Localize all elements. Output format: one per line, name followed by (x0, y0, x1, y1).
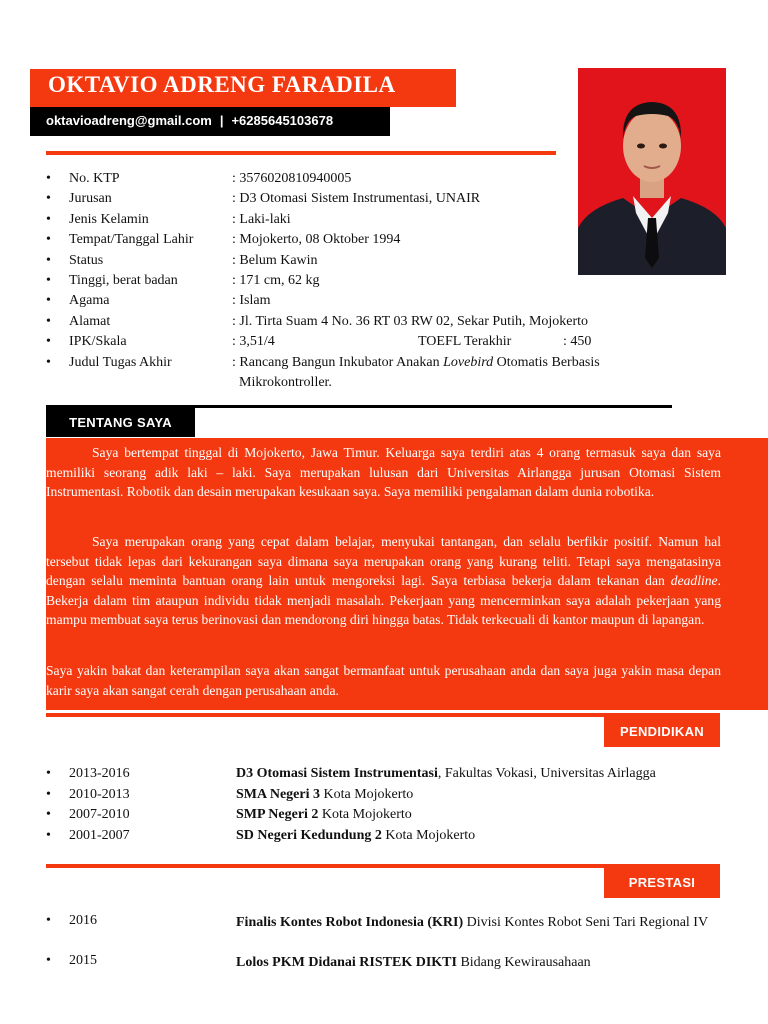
achievement-year: 2015 (69, 953, 97, 968)
about-heading: TENTANG SAYA (46, 407, 195, 437)
thesis-title-italic: Lovebird (443, 354, 494, 370)
school-name: SMA Negeri 3 (236, 786, 320, 802)
info-value: : D3 Otomasi Sistem Instrumentasi, UNAIR (232, 191, 481, 207)
info-label: No. KTP (69, 171, 120, 186)
bullet: • (46, 913, 51, 928)
bullet: • (46, 272, 51, 288)
education-years: 2013-2016 (69, 766, 130, 781)
info-label: Jenis Kelamin (69, 211, 149, 227)
school-name: SMP Negeri 2 (236, 807, 319, 822)
bullet: • (46, 354, 51, 370)
achievement-title: Finalis Kontes Robot Indonesia (KRI) (236, 915, 464, 930)
info-value: : Islam (232, 293, 271, 309)
info-value: : 3,51/4 (232, 334, 275, 350)
education-years: 2001-2007 (69, 827, 130, 843)
school-name: SD Negeri Kedundung 2 (236, 827, 382, 843)
bullet: • (46, 827, 51, 843)
info-label: Judul Tugas Akhir (69, 354, 172, 370)
portrait-illustration (578, 68, 726, 275)
education-desc (236, 787, 413, 803)
info-value: : Laki-laki (232, 211, 291, 227)
bullet: • (46, 211, 51, 227)
info-label: Agama (69, 293, 110, 309)
contact-separator: | (219, 113, 224, 128)
bullet: • (46, 807, 51, 822)
thesis-title-continued: Mikrokontroller. (239, 374, 332, 390)
info-value: : 171 cm, 62 kg (232, 272, 320, 288)
full-name: OKTAVIO ADRENG FARADILA (48, 72, 396, 97)
info-label: Jurusan (69, 191, 112, 207)
bullet: • (46, 313, 51, 329)
about-text-italic: deadline (670, 573, 718, 589)
school-detail: Kota Mojokerto (381, 827, 476, 843)
info-value: : Jl. Tirta Suam 4 No. 36 RT 03 RW 02, Sekar Putih, Mojokerto (232, 313, 589, 329)
achievement-year: 2016 (69, 913, 97, 928)
about-paragraph-3: Saya yakin bakat dan keterampilan saya akan sangat bermanfaat untuk perusahaan anda dan saya juga yakin masa depan karir saya akan sangat cerah dengan perusahaan anda. (46, 663, 721, 698)
education-years: 2007-2010 (69, 807, 130, 822)
info-label: Status (69, 252, 104, 268)
thesis-title (232, 355, 600, 371)
school-name: D3 Otomasi Sistem Instrumentasi (236, 766, 438, 781)
thesis-title-part: Otomatis Berbasis (493, 354, 600, 370)
info-label: Tempat/Tanggal Lahir (69, 232, 194, 248)
contact-line (46, 113, 333, 128)
about-paragraph-1: Saya bertempat tinggal di Mojokerto, Jawa Timur. Keluarga saya terdiri atas 4 orang termasuk saya dan saya memiliki seorang adik laki – laki. Saya merupakan lulusan dari Universitas Airlangga jurusan Otomasi Sistem Instrumentasi. Robotik dan desain merupakan kesukaan saya. Saya memiliki pengalaman dalam dunia robotika. (46, 445, 721, 500)
bullet: • (46, 786, 51, 802)
bullet: • (46, 293, 51, 309)
achievements-heading: PRESTASI (604, 866, 720, 898)
achievement-desc (236, 913, 726, 933)
info-value: : Belum Kawin (232, 252, 318, 268)
about-text-part: . Bekerja dalam tim ataupun individu tidak menjadi masalah. Pekerjaan yang mencerminkan saya adalah pekerjaan yang mampu membuat saya terus berinovasi dan mendorong diri hingga batas. Tidak terkecuali di kantor maupun di lapangan. (46, 573, 721, 628)
info-label: Tinggi, berat badan (69, 272, 178, 288)
toefl-label: TOEFL Terakhir (418, 334, 512, 350)
toefl-value: : 450 (563, 334, 592, 350)
education-years: 2010-2013 (69, 786, 130, 802)
school-detail: Kota Mojokerto (319, 786, 414, 802)
header-divider (46, 151, 556, 155)
bullet: • (46, 766, 51, 781)
achievement-detail: Divisi Kontes Robot Seni Tari Regional IV (463, 915, 709, 930)
school-detail: , Fakultas Vokasi, Universitas Airlagga (437, 766, 656, 781)
achievement-detail: Bidang Kewirausahaan (456, 955, 591, 970)
info-value: : Mojokerto, 08 Oktober 1994 (232, 232, 401, 248)
education-desc (236, 828, 475, 844)
info-value: : 3576020810940005 (232, 171, 352, 186)
thesis-title-part: : Rancang Bangun Inkubator Anakan (232, 354, 444, 370)
about-paragraph-2 (46, 532, 721, 630)
bullet: • (46, 171, 51, 186)
achievement-desc (236, 953, 726, 973)
bullet: • (46, 953, 51, 968)
email-text: oktavioadreng@gmail.com (46, 113, 212, 128)
bullet: • (46, 334, 51, 350)
profile-photo (578, 68, 726, 275)
education-heading: PENDIDIKAN (604, 715, 720, 747)
phone-text: +6285645103678 (231, 113, 334, 128)
info-label: IPK/Skala (69, 334, 127, 350)
bullet: • (46, 252, 51, 268)
school-detail: Kota Mojokerto (318, 807, 412, 822)
bullet: • (46, 232, 51, 248)
about-text-part: Saya merupakan orang yang cepat dalam belajar, menyukai tantangan, dan selalu berfikir positif. Namun hal tersebut tidak lepas dari kekurangan saya dimana saya merupakan orang yang kurang teliti. Tetapi saya mengatasinya dengan selalu meminta bantuan orang lain untuk mengoreksi lagi. Saya terbiasa bekerja dalam tekanan dan (46, 534, 721, 589)
education-desc (236, 766, 656, 782)
education-desc (236, 807, 412, 823)
bullet: • (46, 191, 51, 207)
achievement-title: Lolos PKM Didanai RISTEK DIKTI (236, 955, 457, 970)
info-label: Alamat (69, 313, 111, 329)
